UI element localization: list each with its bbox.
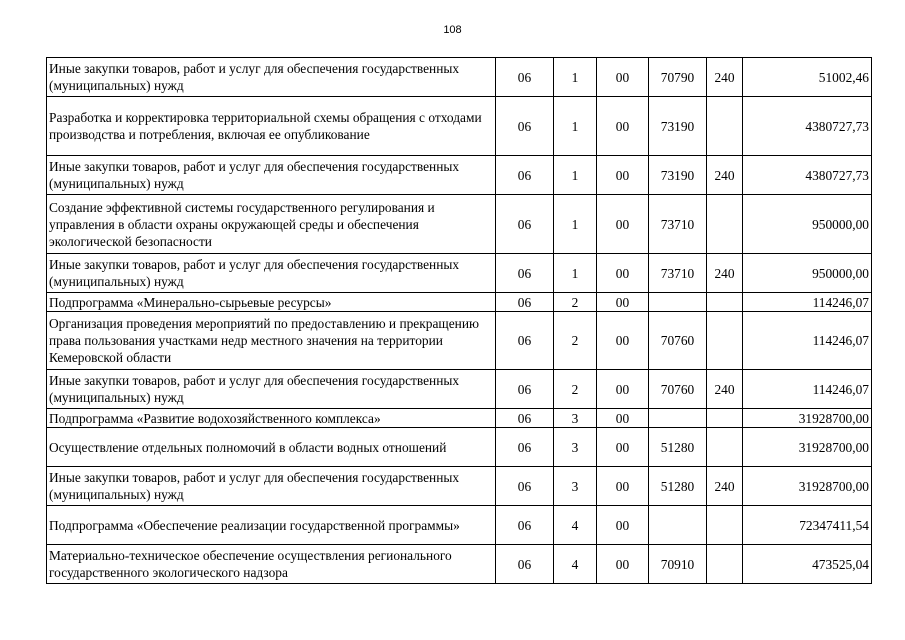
expense-type-code (707, 312, 743, 370)
table-row (47, 58, 872, 97)
section-code: 06 (496, 409, 554, 428)
section-code: 06 (496, 58, 554, 97)
budget-table (46, 57, 872, 584)
section-code: 06 (496, 467, 554, 506)
program-code: 1 (554, 58, 597, 97)
program-code: 4 (554, 506, 597, 545)
section-code: 06 (496, 254, 554, 293)
subprogram-code: 00 (597, 467, 649, 506)
subprogram-code: 00 (597, 506, 649, 545)
amount: 31928700,00 (743, 409, 872, 428)
subprogram-code: 00 (597, 97, 649, 156)
program-code: 4 (554, 545, 597, 584)
program-code: 1 (554, 97, 597, 156)
subprogram-code: 00 (597, 428, 649, 467)
direction-code: 70760 (649, 370, 707, 409)
page-number: 108 (443, 24, 462, 36)
row-description: Иные закупки товаров, работ и услуг для обеспечения государственных (муниципальных) нужд (47, 156, 496, 195)
program-code: 3 (554, 409, 597, 428)
table-row (47, 545, 872, 584)
program-code: 2 (554, 312, 597, 370)
expense-type-code (707, 293, 743, 312)
amount: 31928700,00 (743, 467, 872, 506)
direction-code (649, 506, 707, 545)
row-description: Иные закупки товаров, работ и услуг для обеспечения государственных (муниципальных) нужд (47, 58, 496, 97)
subprogram-code: 00 (597, 409, 649, 428)
expense-type-code (707, 195, 743, 254)
direction-code (649, 409, 707, 428)
direction-code: 70910 (649, 545, 707, 584)
direction-code: 73710 (649, 195, 707, 254)
section-code: 06 (496, 370, 554, 409)
amount: 4380727,73 (743, 97, 872, 156)
row-description: Осуществление отдельных полномочий в области водных отношений (47, 428, 496, 467)
row-description: Организация проведения мероприятий по предоставлению и прекращению права пользования участками недр местного значения на территории Кемеровской области (47, 312, 496, 370)
direction-code: 73710 (649, 254, 707, 293)
table-row (47, 409, 872, 428)
subprogram-code: 00 (597, 156, 649, 195)
subprogram-code: 00 (597, 58, 649, 97)
table-row (47, 467, 872, 506)
table-row (47, 312, 872, 370)
subprogram-code: 00 (597, 545, 649, 584)
direction-code (649, 293, 707, 312)
subprogram-code: 00 (597, 293, 649, 312)
amount: 950000,00 (743, 195, 872, 254)
section-code: 06 (496, 545, 554, 584)
program-code: 1 (554, 195, 597, 254)
expense-type-code (707, 545, 743, 584)
expense-type-code: 240 (707, 254, 743, 293)
amount: 114246,07 (743, 370, 872, 409)
direction-code: 73190 (649, 97, 707, 156)
subprogram-code: 00 (597, 254, 649, 293)
expense-type-code: 240 (707, 467, 743, 506)
table-row (47, 97, 872, 156)
expense-type-code: 240 (707, 58, 743, 97)
amount: 114246,07 (743, 293, 872, 312)
row-description: Разработка и корректировка территориальной схемы обращения с отходами производства и потребления, включая ее опубликование (47, 97, 496, 156)
expense-type-code (707, 506, 743, 545)
section-code: 06 (496, 293, 554, 312)
amount: 51002,46 (743, 58, 872, 97)
program-code: 2 (554, 370, 597, 409)
direction-code: 51280 (649, 467, 707, 506)
amount: 950000,00 (743, 254, 872, 293)
table-row (47, 195, 872, 254)
row-description: Иные закупки товаров, работ и услуг для обеспечения государственных (муниципальных) нужд (47, 370, 496, 409)
row-description: Подпрограмма «Развитие водохозяйственного комплекса» (47, 409, 496, 428)
table-row (47, 428, 872, 467)
section-code: 06 (496, 312, 554, 370)
row-description: Подпрограмма «Минерально-сырьевые ресурсы» (47, 293, 496, 312)
section-code: 06 (496, 195, 554, 254)
amount: 72347411,54 (743, 506, 872, 545)
table-row (47, 254, 872, 293)
table-row (47, 506, 872, 545)
table-row (47, 156, 872, 195)
program-code: 3 (554, 428, 597, 467)
direction-code: 51280 (649, 428, 707, 467)
table-row (47, 370, 872, 409)
program-code: 2 (554, 293, 597, 312)
row-description: Иные закупки товаров, работ и услуг для обеспечения государственных (муниципальных) нужд (47, 467, 496, 506)
program-code: 1 (554, 254, 597, 293)
row-description: Иные закупки товаров, работ и услуг для обеспечения государственных (муниципальных) нужд (47, 254, 496, 293)
table-row (47, 293, 872, 312)
expense-type-code: 240 (707, 370, 743, 409)
subprogram-code: 00 (597, 370, 649, 409)
amount: 473525,04 (743, 545, 872, 584)
expense-type-code (707, 428, 743, 467)
expense-type-code: 240 (707, 156, 743, 195)
row-description: Материально-техническое обеспечение осуществления регионального государственного экологического надзора (47, 545, 496, 584)
direction-code: 70790 (649, 58, 707, 97)
section-code: 06 (496, 428, 554, 467)
program-code: 1 (554, 156, 597, 195)
direction-code: 70760 (649, 312, 707, 370)
section-code: 06 (496, 156, 554, 195)
expense-type-code (707, 409, 743, 428)
row-description: Создание эффективной системы государственного регулирования и управления в области охраны окружающей среды и обеспечения экологической безопасности (47, 195, 496, 254)
program-code: 3 (554, 467, 597, 506)
amount: 4380727,73 (743, 156, 872, 195)
section-code: 06 (496, 97, 554, 156)
amount: 114246,07 (743, 312, 872, 370)
row-description: Подпрограмма «Обеспечение реализации государственной программы» (47, 506, 496, 545)
direction-code: 73190 (649, 156, 707, 195)
expense-type-code (707, 97, 743, 156)
section-code: 06 (496, 506, 554, 545)
subprogram-code: 00 (597, 312, 649, 370)
subprogram-code: 00 (597, 195, 649, 254)
amount: 31928700,00 (743, 428, 872, 467)
